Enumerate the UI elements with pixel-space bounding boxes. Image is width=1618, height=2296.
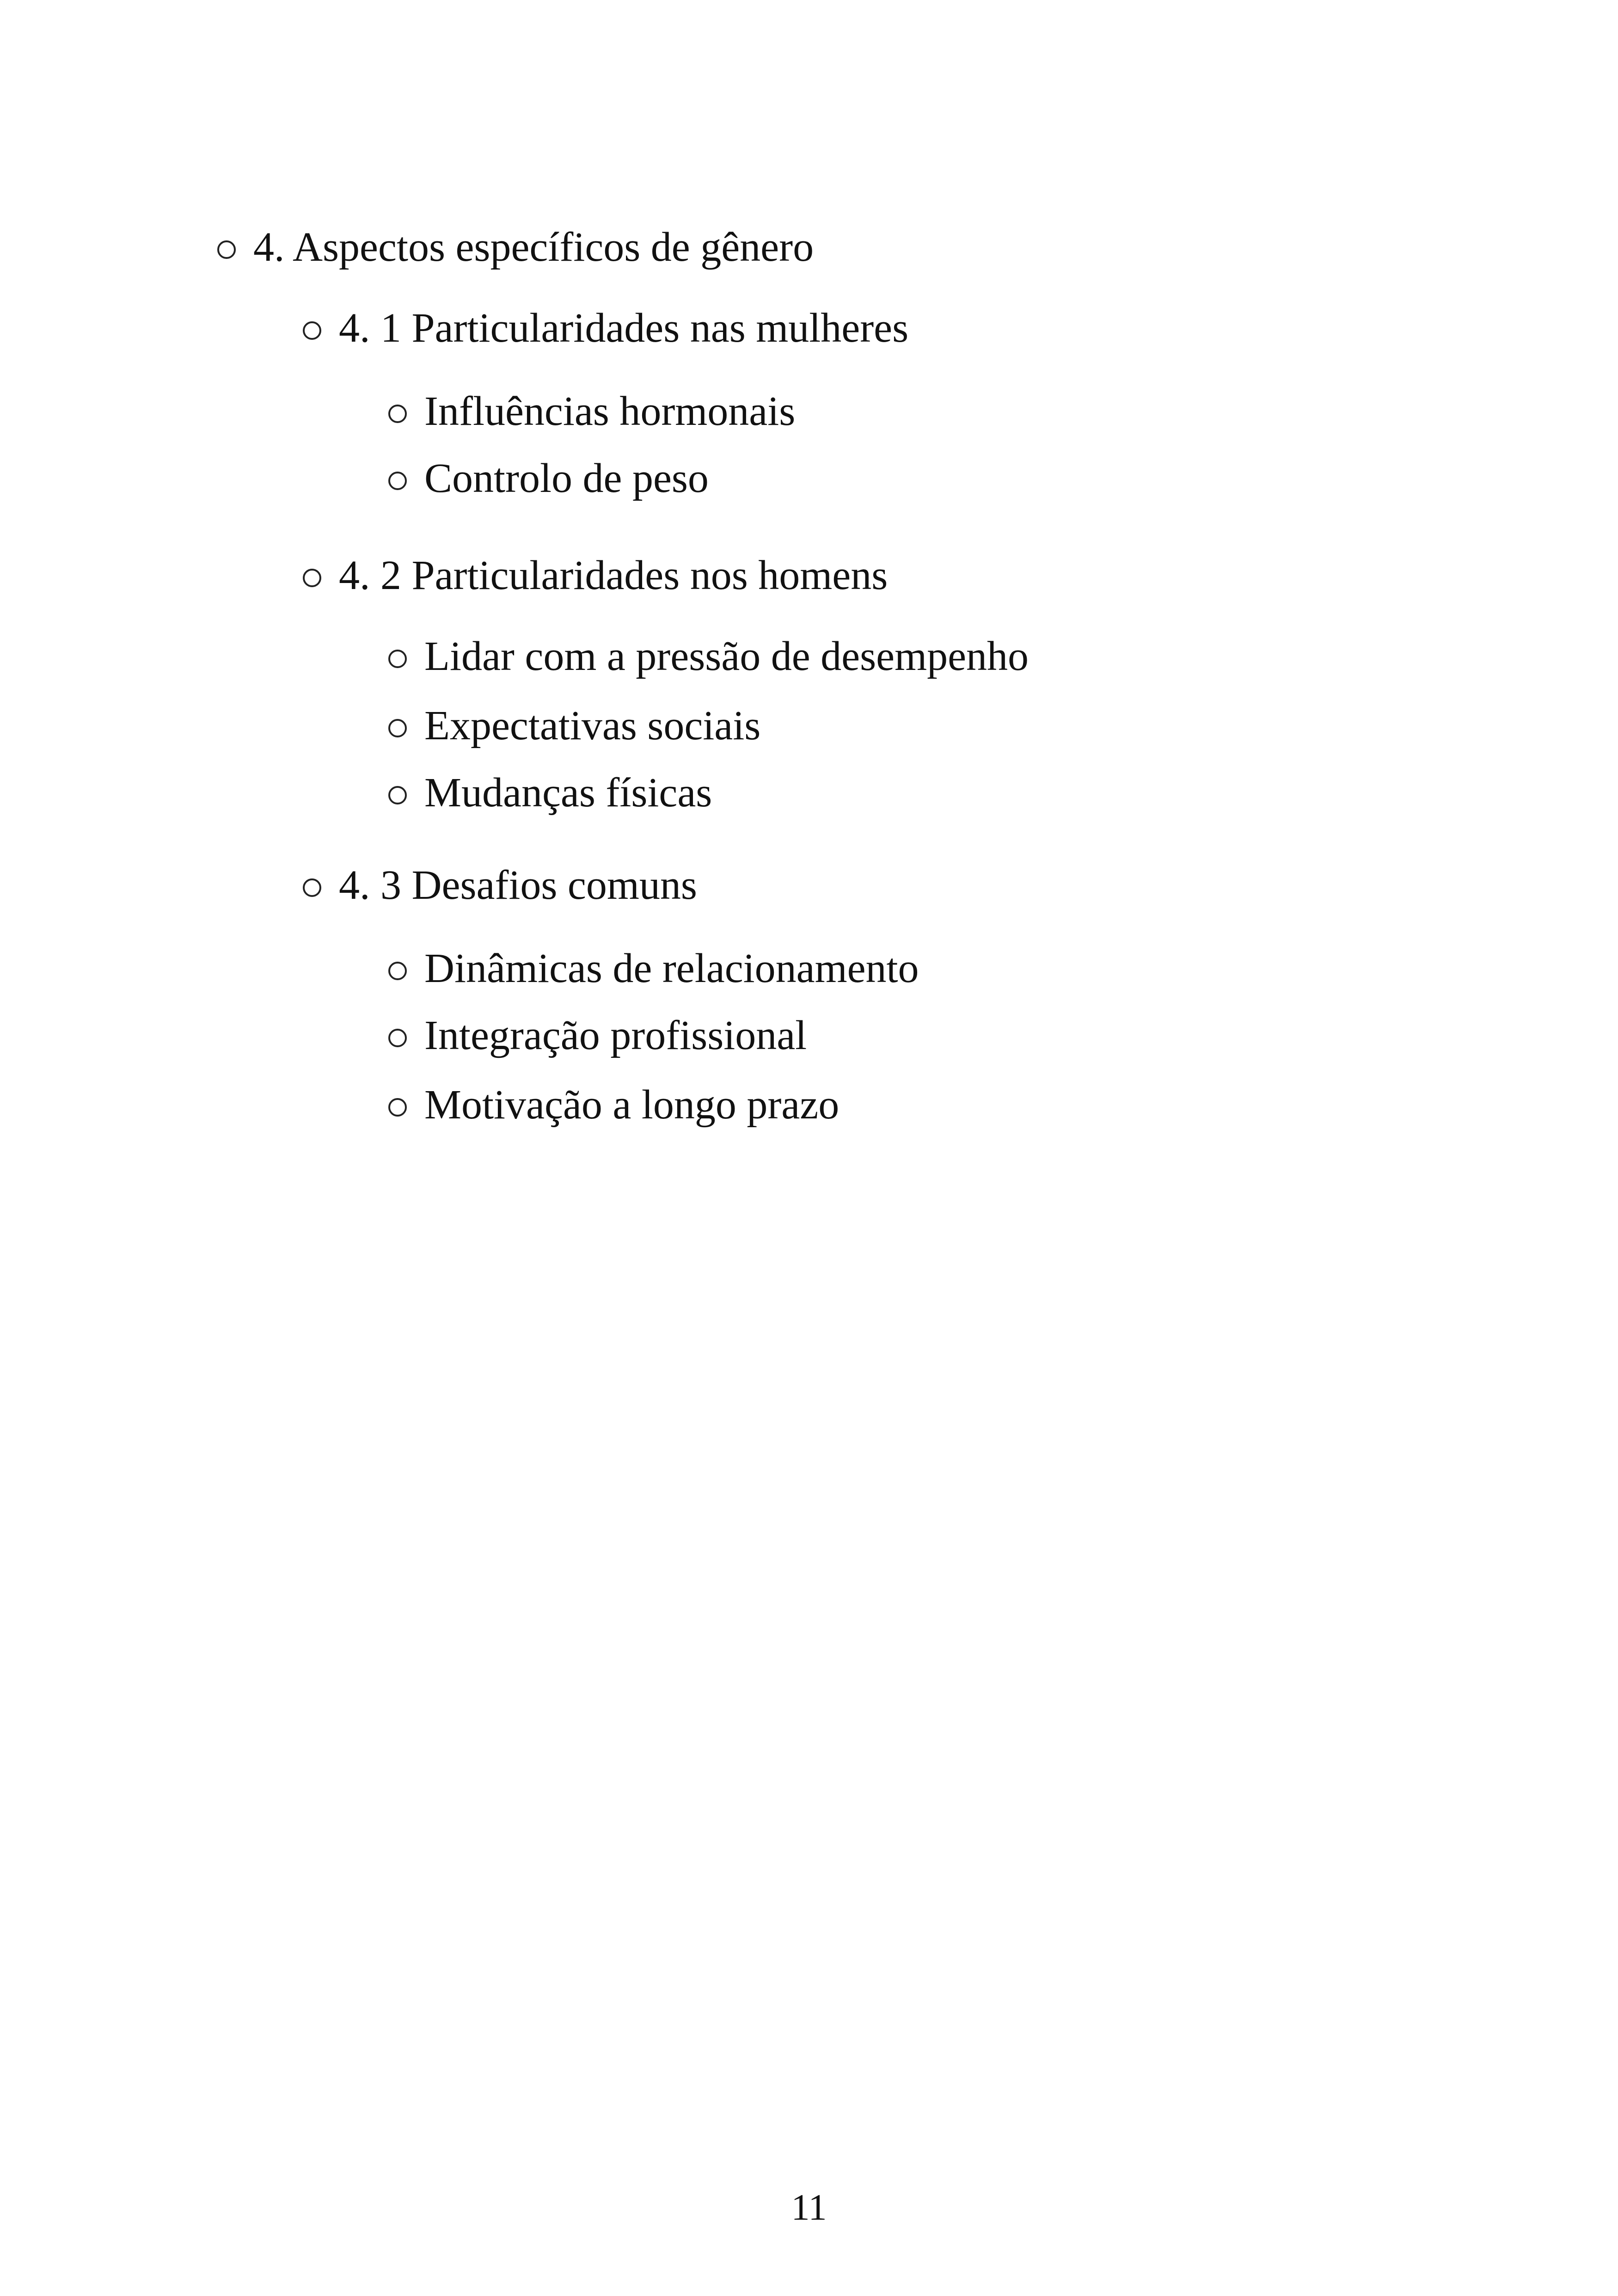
list-item-text: Controlo de peso (424, 455, 709, 501)
list-item-text: Expectativas sociais (424, 703, 761, 749)
list-item-level3 (388, 1084, 839, 1126)
list-item-level3 (388, 1015, 807, 1056)
list-item-level3 (388, 455, 709, 501)
list-item-level2 (303, 307, 908, 349)
list-item-level3 (388, 705, 760, 747)
subsection-heading: 4. 3 Desafios comuns (339, 862, 697, 908)
list-item-text: Motivação a longo prazo (424, 1082, 840, 1128)
hollow-circle-icon (303, 878, 321, 897)
subsection-heading: 4. 1 Particularidades nas mulheres (339, 305, 909, 351)
subsection-heading: 4. 2 Particularidades nos homens (339, 553, 888, 598)
hollow-circle-icon (303, 569, 321, 587)
list-item-text: Integração profissional (424, 1013, 807, 1058)
hollow-circle-icon (217, 240, 236, 259)
list-item-level3 (388, 388, 796, 434)
hollow-circle-icon (388, 962, 407, 980)
list-item-text: Dinâmicas de relacionamento (424, 945, 919, 991)
list-item-level3 (388, 945, 919, 991)
hollow-circle-icon (388, 1098, 407, 1117)
list-item-text: Influências hormonais (424, 388, 796, 434)
list-item-text: Mudanças físicas (424, 770, 712, 816)
hollow-circle-icon (388, 650, 407, 668)
list-item-level2 (303, 555, 888, 596)
hollow-circle-icon (388, 786, 407, 804)
hollow-circle-icon (388, 719, 407, 737)
hollow-circle-icon (303, 321, 321, 340)
hollow-circle-icon (388, 405, 407, 423)
list-item-level1 (217, 224, 814, 270)
list-item-text: Lidar com a pressão de desempenho (424, 633, 1029, 679)
hollow-circle-icon (388, 472, 407, 490)
page-number: 11 (791, 2187, 827, 2228)
list-item-level3 (388, 772, 712, 814)
hollow-circle-icon (388, 1029, 407, 1047)
section-heading: 4. Aspectos específicos de gênero (253, 224, 814, 270)
list-item-level2 (303, 862, 697, 908)
list-item-level3 (388, 633, 1029, 679)
